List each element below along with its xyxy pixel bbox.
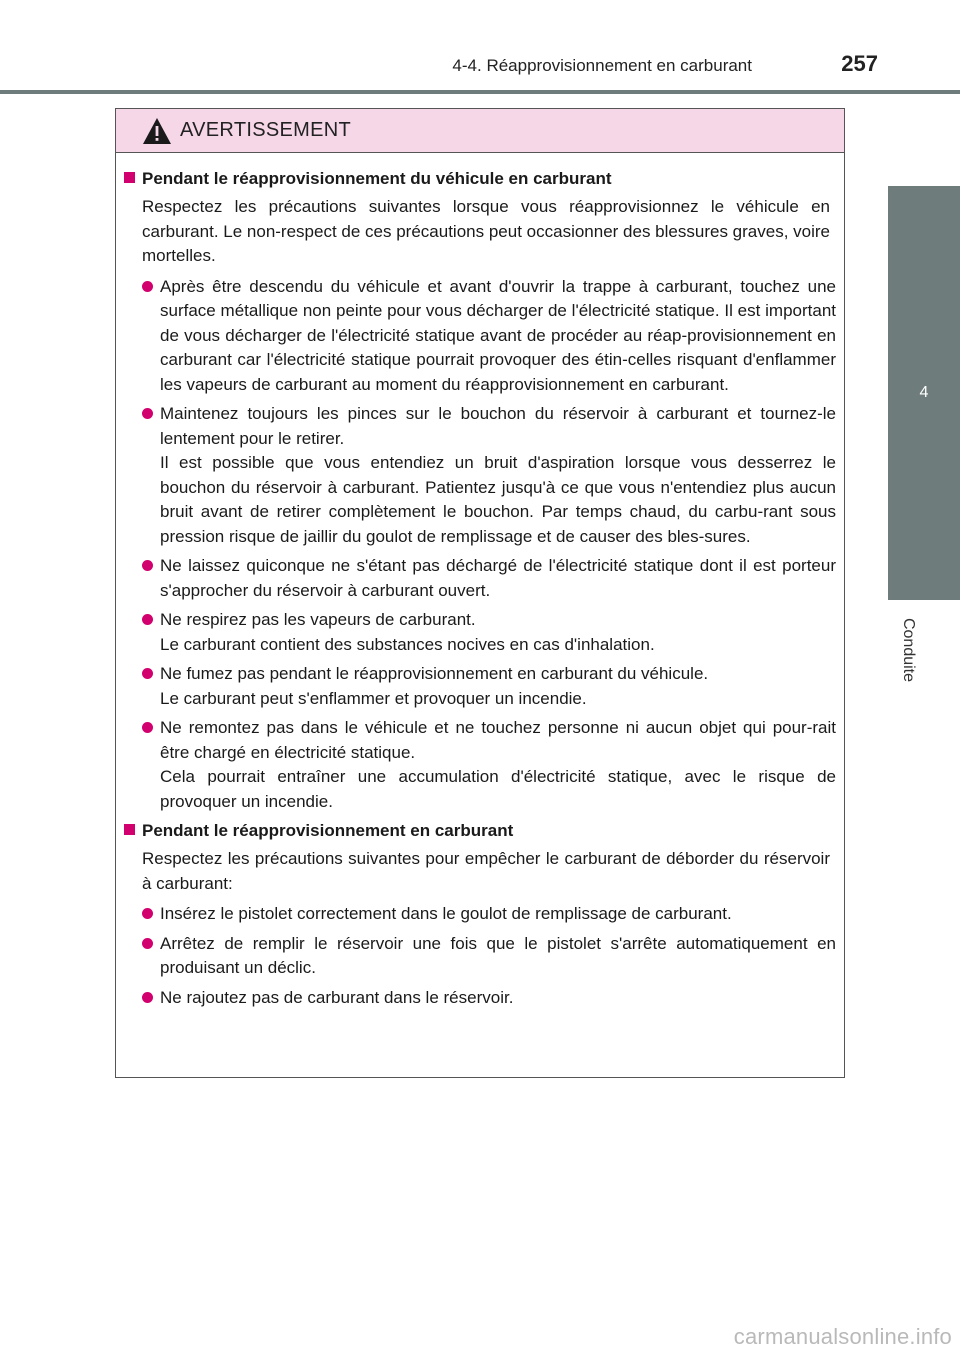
list-item <box>142 608 836 657</box>
round-bullet-icon <box>142 938 153 949</box>
section-heading-text: Pendant le réapprovisionnement en carburant <box>142 821 514 840</box>
chapter-number: 4 <box>919 384 929 401</box>
item-text: Ne rajoutez pas de carburant dans le réservoir. <box>160 987 514 1007</box>
section-heading-text: Pendant le réapprovisionnement du véhicule en carburant <box>142 169 612 188</box>
round-bullet-icon <box>142 908 153 919</box>
section-title: 4-4. Réapprovisionnement en carburant <box>452 56 752 75</box>
list-item <box>142 275 836 398</box>
item-text-detail: Cela pourrait entraîner une accumulation d'électricité statique, avec le risque de provoquer un incendie. <box>160 767 836 811</box>
round-bullet-icon <box>142 668 153 679</box>
square-bullet-icon <box>124 172 135 183</box>
warning-header <box>116 109 844 153</box>
item-text: Ne fumez pas pendant le réapprovisionnement en carburant du véhicule. <box>160 664 709 683</box>
item-text-detail: Le carburant peut s'enflammer et provoquer un incendie. <box>160 688 587 708</box>
section-intro: Respectez les précautions suivantes lorsque vous réapprovisionnez le véhicule en carburant. Le non-respect de ces précautions peut occasionner des blessures graves, voire mortelles. <box>142 197 830 265</box>
section-heading <box>124 167 836 191</box>
item-text: Ne remontez pas dans le véhicule et ne touchez personne ni aucun objet qui pour-rait être chargé en électricité statique. <box>160 718 836 762</box>
warning-box <box>115 108 845 1078</box>
item-text-detail: Le carburant contient des substances nocives en cas d'inhalation. <box>160 634 655 654</box>
list-item <box>142 932 836 981</box>
item-text: Ne laissez quiconque ne s'étant pas déchargé de l'électricité statique dont il est porteur s'approcher du réservoir à carburant ouvert. <box>160 556 836 600</box>
round-bullet-icon <box>142 992 153 1003</box>
watermark: carmanualsonline.info <box>733 1324 952 1349</box>
warning-title: AVERTISSEMENT <box>180 119 351 141</box>
warning-content <box>116 153 844 1010</box>
section-heading <box>124 819 836 843</box>
square-bullet-icon <box>124 824 135 835</box>
item-text-detail: Il est possible que vous entendiez un bruit d'aspiration lorsque vous desserrez le bouchon du réservoir à carburant. Patientez jusqu'à ce que vous n'entendiez plus aucun bruit avant de retirer complètement le bouchon. Par temps chaud, du carbu-rant sous pression risque de jaillir du goulot de remplissage et de causer des bles-sures. <box>160 453 836 546</box>
round-bullet-icon <box>142 408 153 419</box>
list-item <box>142 554 836 603</box>
list-item <box>142 986 836 1011</box>
chapter-label-container <box>898 610 918 690</box>
list-item <box>142 902 836 927</box>
round-bullet-icon <box>142 614 153 625</box>
round-bullet-icon <box>142 722 153 733</box>
header-rule <box>0 90 960 94</box>
list-item <box>142 402 836 549</box>
round-bullet-icon <box>142 281 153 292</box>
warning-triangle-icon <box>142 117 172 145</box>
chapter-label: Conduite <box>900 617 917 683</box>
item-text: Ne respirez pas les vapeurs de carburant. <box>160 610 476 629</box>
item-text: Insérez le pistolet correctement dans le goulot de remplissage de carburant. <box>160 904 732 923</box>
list-item <box>142 662 836 711</box>
item-text: Après être descendu du véhicule et avant d'ouvrir la trappe à carburant, touchez une surface métallique non peinte pour vous décharger de l'électricité statique. Il est important de vous décharger de l'électricité statique avant de procéder au réap-provisionnement en carburant car l'électricité statique pourrait provoquer des étin-celles risquant d'enflammer les vapeurs de carburant au moment du réapprovisionnement en carburant. <box>160 276 836 394</box>
item-text: Arrêtez de remplir le réservoir une fois que le pistolet s'arrête automatiquement en produisant un déclic. <box>160 933 836 977</box>
item-text: Maintenez toujours les pinces sur le bouchon du réservoir à carburant et tournez-le lentement pour le retirer. <box>160 404 836 448</box>
round-bullet-icon <box>142 560 153 571</box>
page-number: 257 <box>841 51 878 76</box>
chapter-tab <box>888 186 960 600</box>
section-intro: Respectez les précautions suivantes pour empêcher le carburant de déborder du réservoir à carburant: <box>142 849 830 893</box>
list-item <box>142 716 836 814</box>
